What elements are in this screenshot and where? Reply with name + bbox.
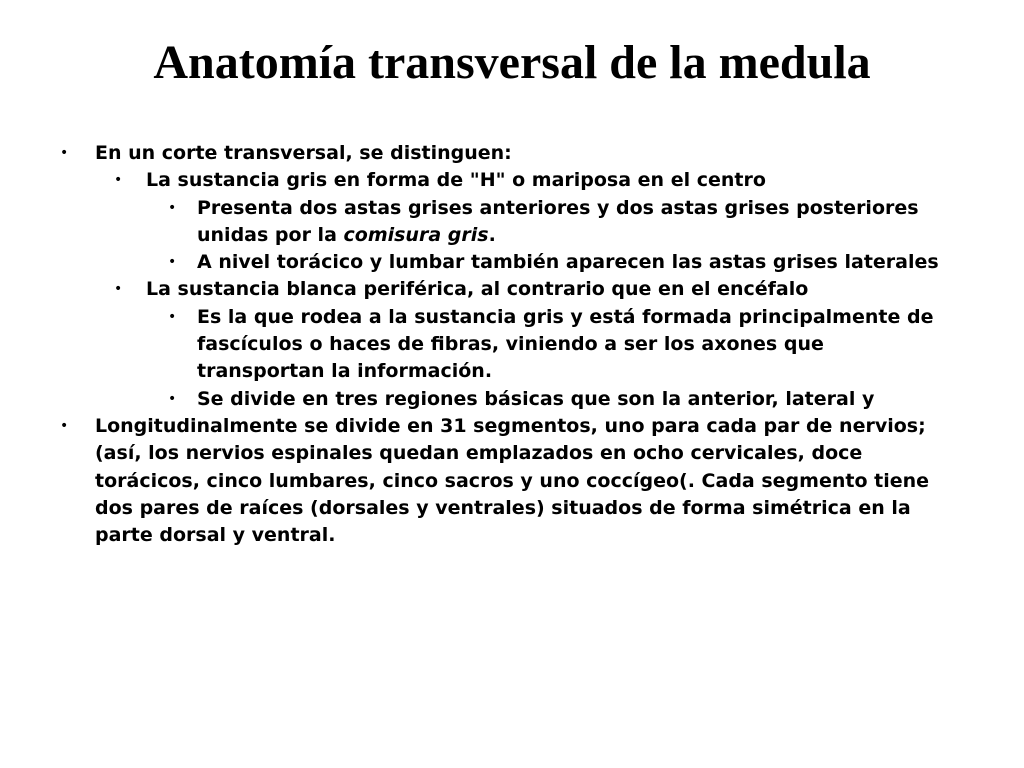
bullet-item-cross-section: [0, 140, 950, 167]
bullet-text: La sustancia blanca periférica, al contrario que en el encéfalo: [146, 278, 809, 301]
bullet-text: A nivel torácico y lumbar también aparecen las astas grises laterales: [197, 251, 939, 274]
bullet-icon: •: [168, 390, 177, 407]
bullet-item-longitudinal: [0, 413, 950, 549]
slide-title: Anatomía transversal de la medula: [153, 36, 871, 89]
bullet-item-gray-horns: [0, 195, 950, 250]
bullet-text: En un corte transversal, se distinguen:: [95, 142, 512, 164]
bullet-text: Se divide en tres regiones básicas que son la anterior, lateral y: [197, 387, 875, 410]
bullet-item-white-matter: [0, 276, 950, 303]
bullet-icon: •: [60, 417, 69, 434]
bullet-list: [0, 140, 1024, 549]
bullet-text: Longitudinalmente se divide en 31 segmentos, uno para cada par de nervios; (así, los nervios espinales quedan emplazados en ocho cervicales, doce torácicos, cinco lumbares, cinco sacros y uno coccígeo(. Cada segmento tiene dos pares de raíces (dorsales y ventrales) situados de forma simétrica en la parte dorsal y ventral.: [95, 414, 930, 547]
bullet-text-end: .: [488, 223, 496, 246]
bullet-item-regions: [0, 386, 950, 413]
bullet-icon: •: [168, 308, 177, 325]
bullet-text: La sustancia gris en forma de "H" o mariposa en el centro: [146, 169, 766, 192]
bullet-item-fascicles: [0, 304, 950, 386]
bullet-item-lateral-horns: [0, 249, 950, 276]
bullet-text: Es la que rodea a la sustancia gris y está formada principalmente de fascículos o haces de fibras, viniendo a ser los axones que transportan la información.: [197, 305, 934, 383]
bullet-emphasis: comisura gris: [343, 223, 489, 246]
bullet-text: Presenta dos astas grises anteriores y dos astas grises posteriores unidas por la: [197, 196, 919, 246]
bullet-icon: •: [168, 199, 177, 216]
bullet-icon: •: [60, 145, 69, 161]
bullet-icon: •: [114, 172, 123, 189]
bullet-item-gray-matter: [0, 167, 950, 194]
bullet-icon: •: [168, 254, 177, 271]
bullet-icon: •: [114, 281, 123, 298]
